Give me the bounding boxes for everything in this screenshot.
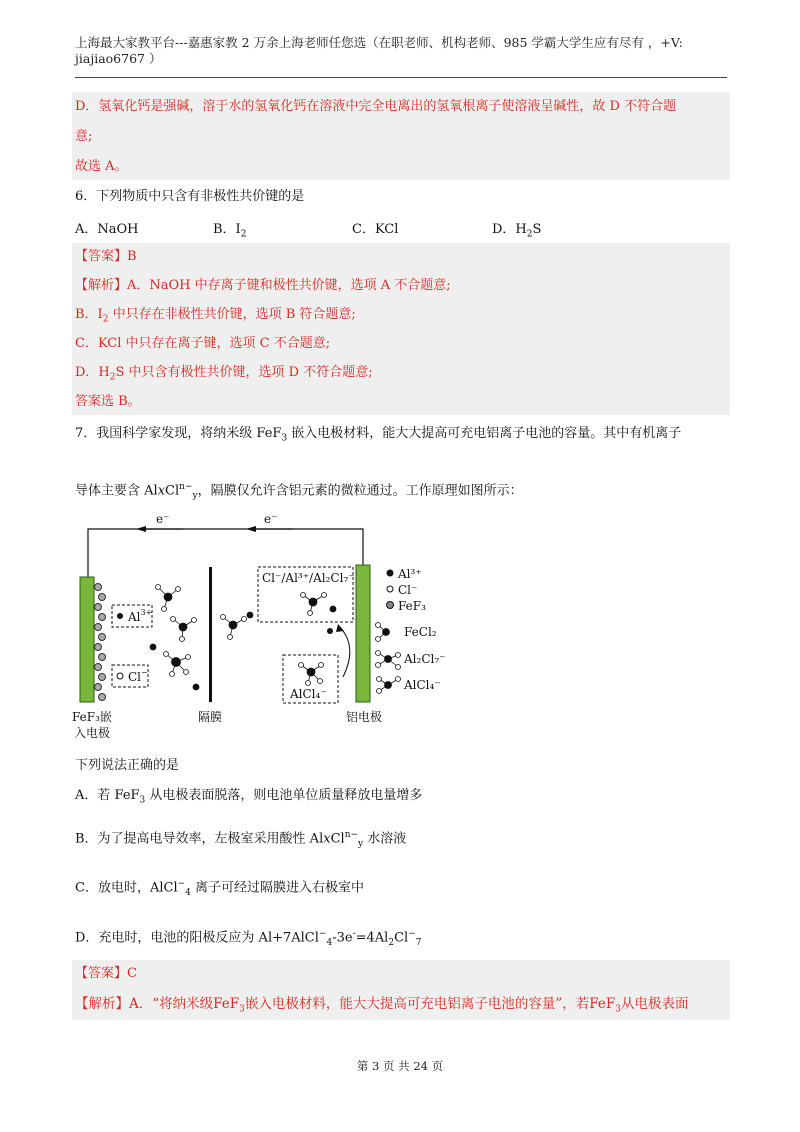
q5-option-d-analysis-2: 意; (75, 129, 93, 144)
q7-option-d: D．充电时，电池的阳极反应为 $Al+7AlCl^-_4-3e^-=4Al_2Cl^-_7$ (75, 929, 422, 948)
curved-arrow (340, 627, 350, 677)
header-line-2: jiajiao6767 ） (75, 51, 162, 66)
electron-label-right: e⁻ (264, 512, 278, 526)
legend-cl: Cl⁻ (398, 583, 418, 597)
alcl4-box-label: AlCl₄⁻ (290, 687, 327, 701)
left-electrode-label-1: FeF₃嵌 (72, 710, 112, 724)
membrane (209, 567, 212, 702)
q6-analysis-b: B．$I_2$ 中只存在非极性共价键，选项 B 符合题意; (75, 307, 356, 325)
membrane-label: 隔膜 (198, 710, 223, 724)
q7-answer: 【答案】C (75, 966, 137, 981)
q6-analysis-a: 【解析】A．NaOH 中存离子键和极性共价键，选项 A 不合题意; (75, 278, 451, 293)
cl-ion-dot (117, 673, 123, 679)
legend-fecl2: FeCl₂ (404, 625, 437, 639)
middle-molecules (221, 612, 254, 640)
q7-option-b: B．为了提高电导效率，左极室采用酸性 AlxCl$^{n-}_y$ 水溶液 (75, 830, 407, 849)
header-line-1: 上海最大家教平台---嘉惠家教 2 万余上海老师任您选（在职老师、机构老师、985 学霸大学生应有尽有 ，+V: (75, 35, 683, 50)
q6-analysis-shade (72, 243, 730, 415)
al-ion-label: $Al^{3+}$ (128, 608, 153, 624)
q5-final-choice: 故选 A。 (75, 159, 128, 174)
electron-label-left: e⁻ (156, 512, 170, 526)
electron-arrowhead-left (136, 526, 146, 532)
legend-fef3: FeF₃ (398, 599, 426, 613)
left-electrode-label-2: 入电极 (74, 726, 111, 740)
legend-al-marker (387, 570, 394, 577)
q7-option-a: A．若 FeF$_3$ 从电极表面脱落，则电池单位质量释放电量增多 (75, 788, 423, 806)
legend-al: Al³⁺ (398, 567, 422, 581)
q6-option-d: D．$H_2S$ (492, 222, 542, 240)
q7-option-c: C．放电时，AlCl−$_4$ 离子可经过隔膜进入右极室中 (75, 879, 365, 898)
q7-stem-1: 7．我国科学家发现，将纳米级 FeF$_3$ 嵌入电极材料，能大大提高可充电铝离子电池的容量。其中有机离子 (75, 426, 682, 444)
page-footer: 第 3 页 共 24 页 (356, 1059, 444, 1073)
q6-option-b: B．$I_2$ (213, 222, 247, 240)
q7-analysis: 【解析】A．“将纳米级FeF$_3$嵌入电极材料，能大大提高可充电铝离子电池的容量”，若FeF$_3$从电极表面 (75, 996, 689, 1015)
curved-arrowhead (336, 624, 344, 632)
legend-alcl4: AlCl₄⁻ (404, 678, 441, 692)
q5-option-d-analysis-1: D．氢氧化钙是强碱，溶于水的氢氧化钙在溶液中完全电离出的氢氧根离子使溶液呈碱性，故 D 不符合题 (75, 99, 677, 114)
q7-question: 下列说法正确的是 (75, 758, 180, 773)
legend-al2cl7: Al₂Cl₇⁻ (404, 652, 446, 666)
right-electrode (356, 565, 370, 702)
electron-arrowhead-right (246, 526, 256, 532)
q6-analysis-d: D．$H_2S$ 中只含有极性共价键，选项 D 不符合题意; (75, 365, 373, 383)
left-electrode (80, 577, 94, 702)
right-chamber-box-label: Cl⁻/Al³⁺/Al₂Cl₇⁻ (262, 571, 355, 585)
q6-stem: 6．下列物质中只含有非极性共价键的是 (75, 189, 305, 204)
left-chamber-molecules (150, 585, 199, 691)
legend-fef3-marker (387, 602, 394, 609)
q6-option-c: C．KCl (352, 222, 399, 237)
cl-ion-label: Cl− (128, 668, 148, 684)
q6-option-a: A．NaOH (75, 222, 139, 237)
right-electrode-label: 铝电极 (346, 710, 383, 724)
battery-diagram (68, 507, 448, 742)
al-ion-dot (117, 613, 123, 619)
right-side-molecules (376, 623, 401, 694)
q6-analysis-c: C．KCl 中只存在离子键，选项 C 不合题意; (75, 336, 331, 351)
legend-cl-marker (387, 586, 393, 592)
q6-answer: 【答案】B (75, 249, 137, 264)
right-box-molecules (301, 593, 337, 616)
q7-stem-2: 导体主要含 AlxCl$^{n-}_y$，隔膜仅允许含铝元素的微粒通过。工作原理如图所示： (75, 482, 523, 501)
header-rule (75, 77, 727, 78)
q6-final: 答案选 B。 (75, 394, 141, 409)
page-header (75, 35, 727, 67)
left-electrode-particles (95, 584, 106, 701)
right-chamber-dot (327, 628, 333, 634)
alcl4-molecule (299, 663, 324, 686)
